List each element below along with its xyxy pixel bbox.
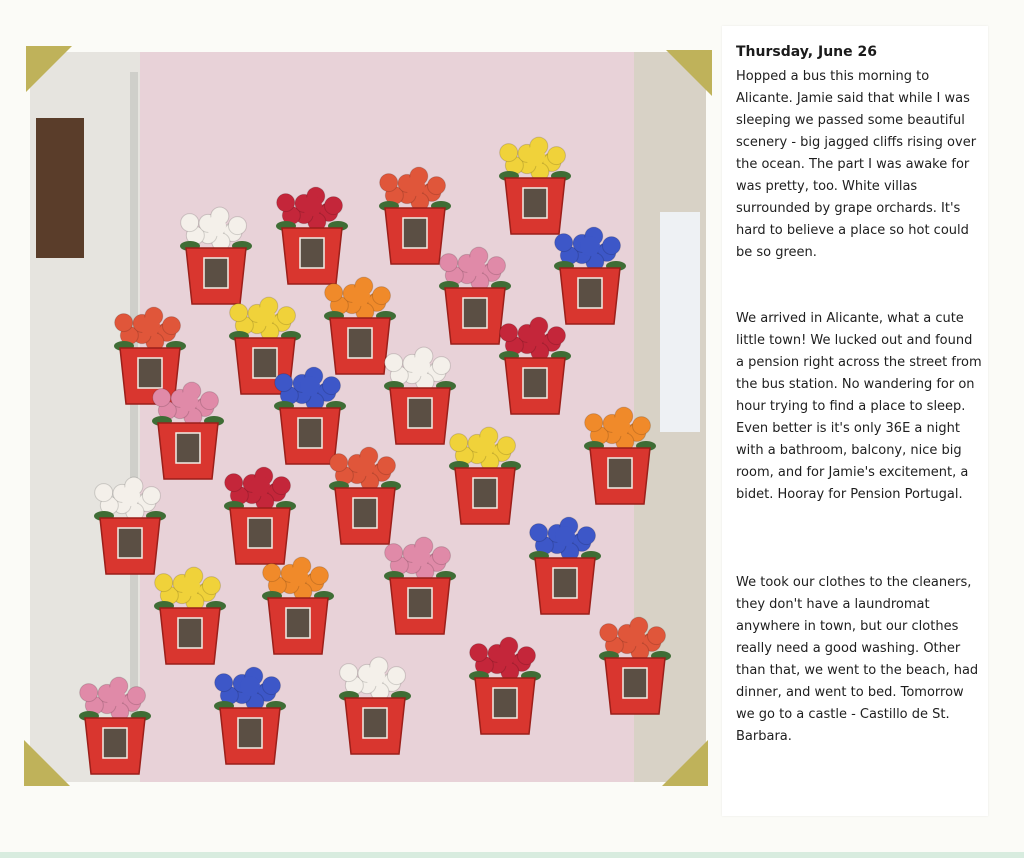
flower	[470, 644, 488, 662]
pot-picture	[348, 328, 372, 358]
pot-picture	[623, 668, 647, 698]
flower	[288, 566, 308, 586]
pot-picture	[553, 568, 577, 598]
flower	[410, 356, 430, 376]
flower	[300, 376, 320, 396]
flower	[255, 306, 275, 326]
flower	[120, 486, 140, 506]
flower	[410, 546, 430, 566]
flower	[155, 574, 173, 592]
flower	[547, 147, 565, 165]
pot-picture	[353, 498, 377, 528]
flower	[153, 389, 171, 407]
flower	[322, 377, 340, 395]
flower	[525, 146, 545, 166]
flower	[625, 626, 645, 646]
flower	[427, 177, 445, 195]
flower	[405, 176, 425, 196]
journal-paragraph: Hopped a bus this morning to Alicante. Jamie said that while I was sleeping we passed some beautiful scenery - big jagged cliffs rising over the ocean. The part I was awake for was pretty, too. White villas surrounded by grape orchards. It's hard to believe a place so hot could be so green.	[736, 69, 977, 260]
flower	[547, 327, 565, 345]
journal-date: Thursday, June 26	[736, 44, 877, 60]
flower	[115, 314, 133, 332]
flower	[632, 417, 650, 435]
pot-picture	[238, 718, 262, 748]
flower	[530, 524, 548, 542]
flower	[497, 437, 515, 455]
flower	[140, 316, 160, 336]
flower	[465, 256, 485, 276]
journal-card	[722, 26, 988, 816]
flower	[225, 474, 243, 492]
flower	[181, 214, 199, 232]
flower	[325, 284, 343, 302]
flower	[275, 374, 293, 392]
pot-picture	[408, 398, 432, 428]
journal-paragraph: We arrived in Alicante, what a cute little town! We lucked out and found a pension right across the street from the bus station. No wandering for on hour trying to find a place to sleep. Even better is it's only 36E a night with a bathroom, balcony, nice big room, and for Jamie's excitement, a bidet. Hooray for Pension Portugal.	[736, 311, 982, 502]
right-window	[660, 212, 700, 432]
flower	[162, 317, 180, 335]
pot-picture	[138, 358, 162, 388]
flower	[202, 577, 220, 595]
flower	[215, 674, 233, 692]
flower	[555, 526, 575, 546]
flower	[432, 357, 450, 375]
pot-picture	[473, 478, 497, 508]
flower	[385, 354, 403, 372]
flower	[310, 567, 328, 585]
drain-pipe	[130, 72, 138, 762]
pot-picture	[298, 418, 322, 448]
flower	[206, 216, 226, 236]
pot-picture	[523, 188, 547, 218]
photo-corner-top-right	[666, 50, 712, 96]
pot-picture	[363, 708, 387, 738]
flower	[377, 457, 395, 475]
flower	[262, 677, 280, 695]
flower	[440, 254, 458, 272]
flower	[610, 416, 630, 436]
flower	[387, 667, 405, 685]
flower	[487, 257, 505, 275]
flower	[432, 547, 450, 565]
flower	[450, 434, 468, 452]
flower	[585, 414, 603, 432]
pot-picture	[204, 258, 228, 288]
page-bottom-strip	[0, 852, 1024, 858]
flower	[355, 456, 375, 476]
flower	[475, 436, 495, 456]
scrapbook-photo	[30, 52, 706, 782]
flower	[142, 487, 160, 505]
flower	[330, 454, 348, 472]
pot-picture	[403, 218, 427, 248]
flower	[80, 684, 98, 702]
pot-picture	[523, 368, 547, 398]
pot-picture	[493, 688, 517, 718]
flower	[600, 624, 618, 642]
photo-corner-bottom-left	[24, 740, 70, 786]
photo-corner-bottom-right	[662, 740, 708, 786]
flower	[230, 304, 248, 322]
flower	[127, 687, 145, 705]
flower	[602, 237, 620, 255]
flower	[647, 627, 665, 645]
pot-picture	[608, 458, 632, 488]
flower	[350, 286, 370, 306]
journal-paragraph: We took our clothes to the cleaners, they don't have a laundromat anywhere in town, but our clothes really need a good washing. Other than that, we went to the beach, had dinner, and went to bed. Tomorrow we go to a castle - Castillo de St. Barbara.	[736, 575, 979, 744]
flower	[240, 676, 260, 696]
pot-picture	[300, 238, 324, 268]
flower	[580, 236, 600, 256]
flower	[525, 326, 545, 346]
flower	[385, 544, 403, 562]
flower	[517, 647, 535, 665]
flower	[500, 144, 518, 162]
pot-picture	[253, 348, 277, 378]
pot-picture	[408, 588, 432, 618]
pot-picture	[286, 608, 310, 638]
flower	[263, 564, 281, 582]
photo-corner-top-left	[26, 46, 72, 92]
flower	[180, 576, 200, 596]
flower	[250, 476, 270, 496]
flower	[365, 666, 385, 686]
pot-picture	[118, 528, 142, 558]
pot-picture	[248, 518, 272, 548]
flower-pots-wall-photo	[30, 52, 706, 782]
pot-picture	[463, 298, 487, 328]
flower	[95, 484, 113, 502]
flower	[324, 197, 342, 215]
flower	[372, 287, 390, 305]
pot-picture	[103, 728, 127, 758]
flower	[555, 234, 573, 252]
flower	[495, 646, 515, 666]
flower	[340, 664, 358, 682]
flower	[577, 527, 595, 545]
window-shutter	[36, 118, 84, 258]
flower	[272, 477, 290, 495]
flower	[277, 194, 295, 212]
flower	[228, 217, 246, 235]
flower	[277, 307, 295, 325]
flower	[178, 391, 198, 411]
pot-picture	[178, 618, 202, 648]
flower	[200, 392, 218, 410]
flower	[380, 174, 398, 192]
flower	[105, 686, 125, 706]
pot-picture	[578, 278, 602, 308]
flower	[500, 324, 518, 342]
pot-picture	[176, 433, 200, 463]
flower	[302, 196, 322, 216]
